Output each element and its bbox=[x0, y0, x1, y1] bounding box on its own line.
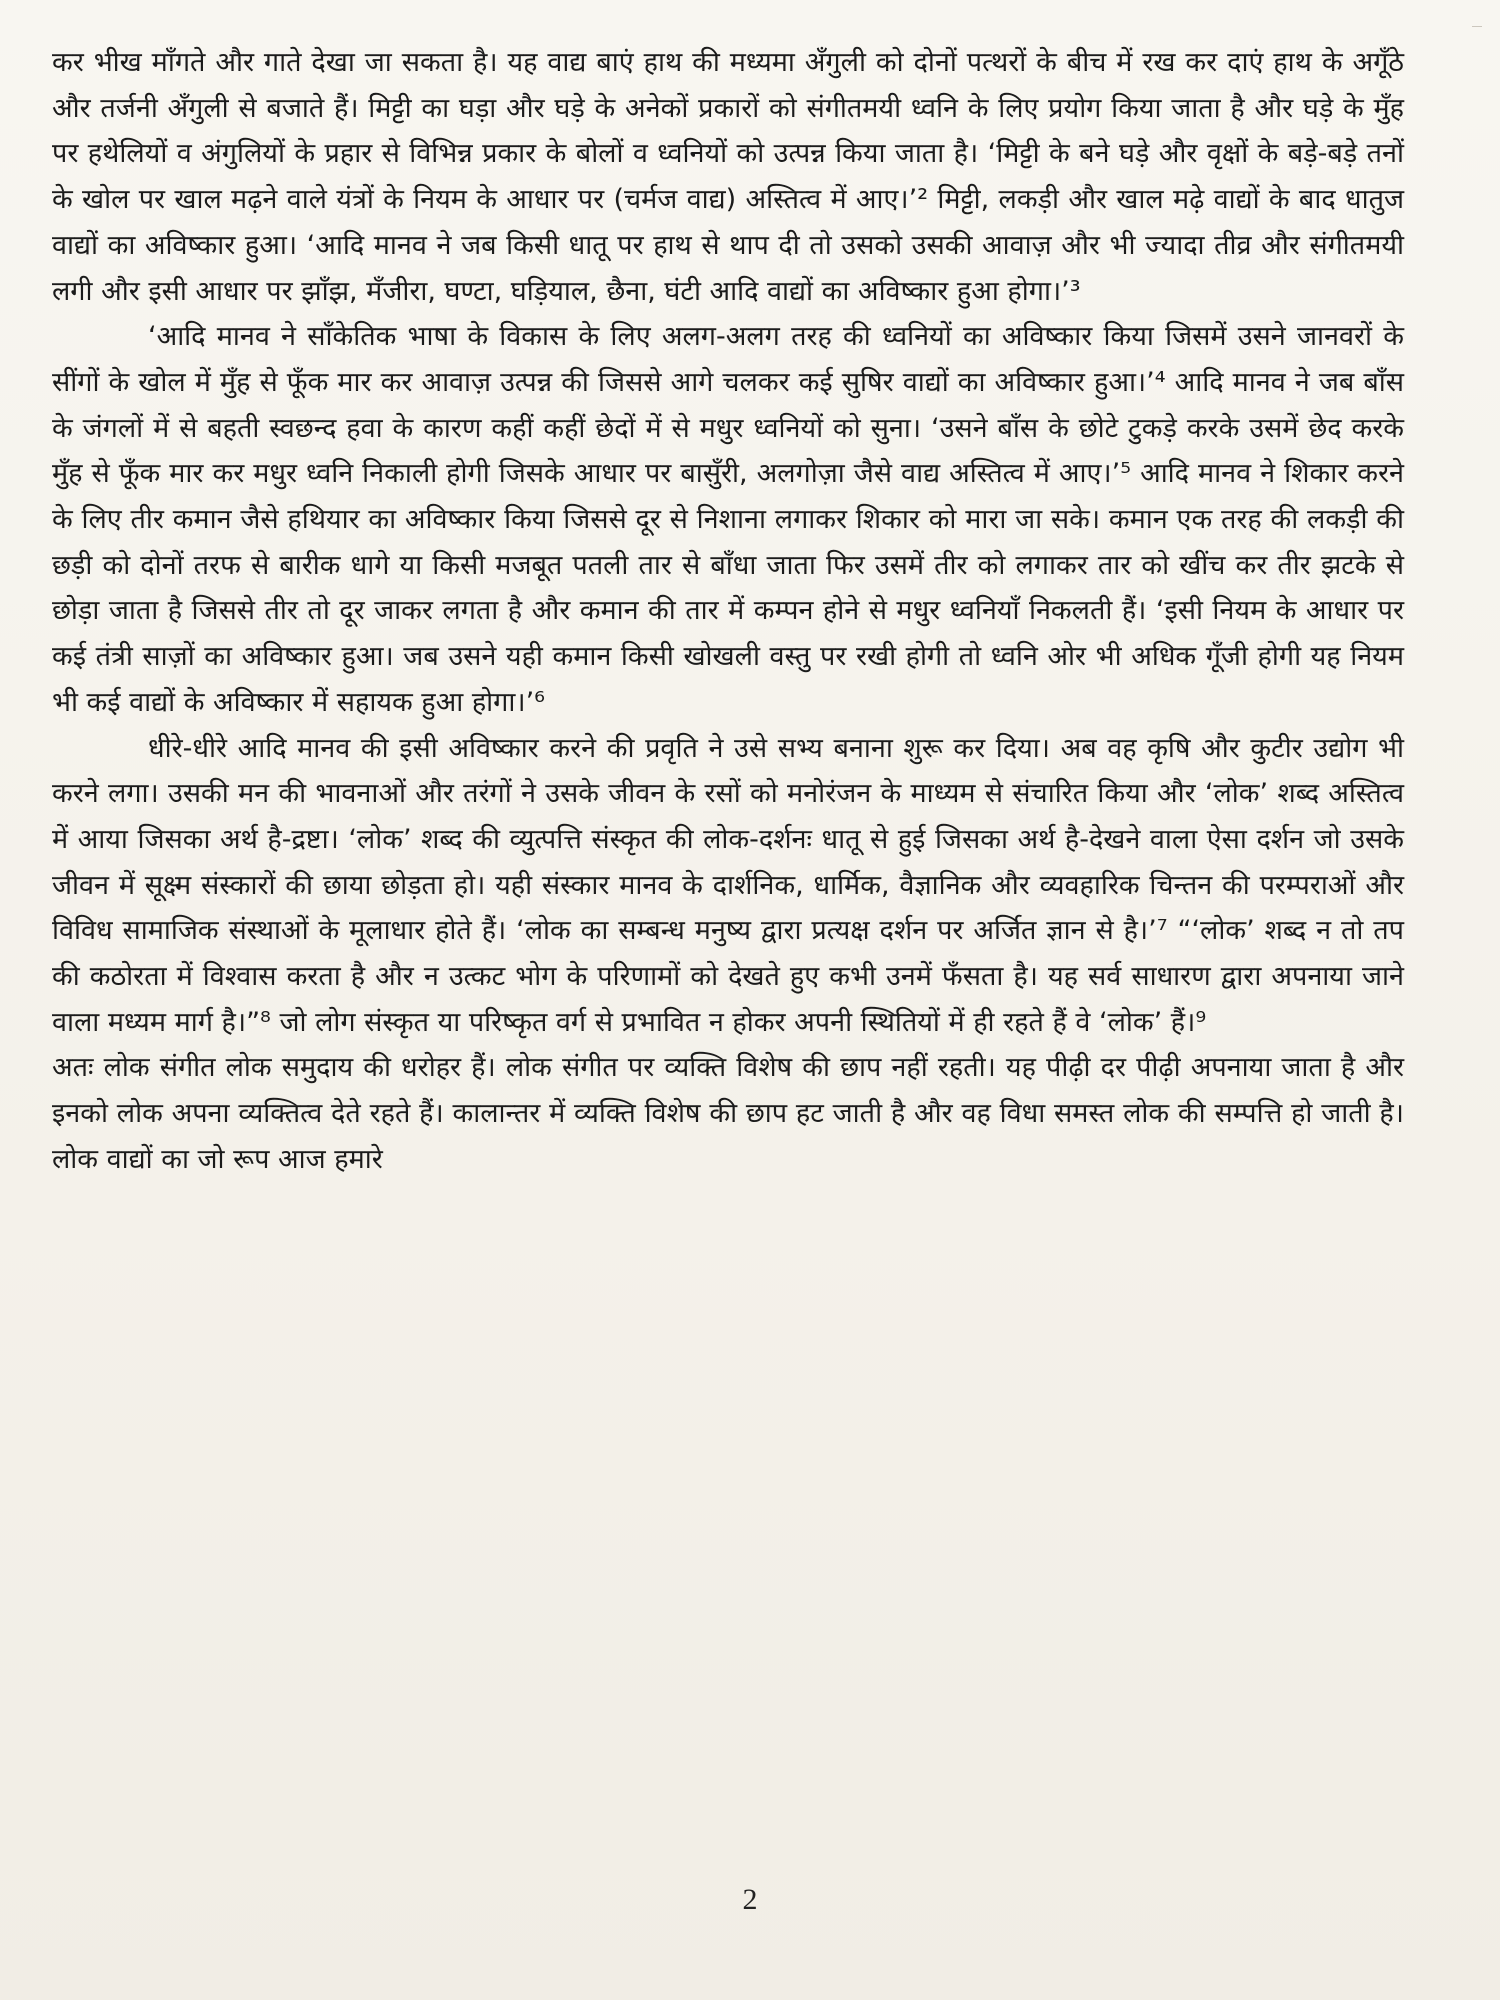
paragraph-4: अतः लोक संगीत लोक समुदाय की धरोहर हैं। लोक संगीत पर व्यक्ति विशेष की छाप नहीं रहती। यह पीढ़ी दर पीढ़ी अपनाया जाता है और इनको लोक अपना व्यक्तित्व देते रहते हैं। कालान्तर में व्यक्ति विशेष की छाप हट जाती है और वह विधा समस्त लोक की सम्पत्ति हो जाती है। लोक वाद्यों का जो रूप आज हमारे bbox=[52, 1052, 1404, 1175]
paragraph-3: धीरे-धीरे आदि मानव की इसी अविष्कार करने की प्रवृति ने उसे सभ्य बनाना शुरू कर दिया। अब वह कृषि और कुटीर उद्योग भी करने लगा। उसकी मन की भावनाओं और तरंगों ने उसके जीवन के रसों को मनोरंजन के माध्यम से संचारित किया और ‘लोक’ शब्द अस्तित्व में आया जिसका अर्थ है-द्रष्टा। ‘लोक’ शब्द की व्युत्पत्ति संस्कृत की लोक-दर्शनः धातू से हुई जिसका अर्थ है-देखने वाला ऐसा दर्शन जो उसके जीवन में सूक्ष्म संस्कारों की छाया छोड़ता हो। यही संस्कार मानव के दार्शनिक, धार्मिक, वैज्ञानिक और व्यवहारिक चिन्तन की परम्पराओं और विविध सामाजिक संस्थाओं के मूलाधार होते हैं। ‘लोक का सम्बन्ध मनुष्य द्वारा प्रत्यक्ष दर्शन पर अर्जित ज्ञान से है।’⁷ “‘लोक’ शब्द न तो तप की कठोरता में विश्वास करता है और न उत्कट भोग के परिणामों को देखते हुए कभी उनमें फँसता है। यह सर्व साधारण द्वारा अपनाया जाने वाला मध्यम मार्ग है।”⁸ जो लोग संस्कृत या परिष्कृत वर्ग से प्रभावित न होकर अपनी स्थितियों में ही रहते हैं वे ‘लोक’ हैं।⁹ bbox=[52, 732, 1404, 1038]
page-number: 2 bbox=[742, 1883, 758, 1916]
body-text bbox=[52, 40, 1404, 1183]
paragraph-1: कर भीख माँगते और गाते देखा जा सकता है। यह वाद्य बाएं हाथ की मध्यमा अँगुली को दोनों पत्थरों के बीच में रख कर दाएं हाथ के अगूँठे और तर्जनी अँगुली से बजाते हैं। मिट्टी का घड़ा और घड़े के अनेकों प्रकारों को संगीतमयी ध्वनि के लिए प्रयोग किया जाता है और घड़े के मुँह पर हथेलियों व अंगुलियों के प्रहार से विभिन्न प्रकार के बोलों व ध्वनियों को उत्पन्न किया जाता है। ‘मिट्टी के बने घड़े और वृक्षों के बड़े-बड़े तनों के खोल पर खाल मढ़ने वाले यंत्रों के नियम के आधार पर (चर्मज वाद्य) अस्तित्व में आए।’² मिट्टी, लकड़ी और खाल मढ़े वाद्यों के बाद धातुज वाद्यों का अविष्कार हुआ। ‘आदि मानव ने जब किसी धातू पर हाथ से थाप दी तो उसको उसकी आवाज़ और भी ज्यादा तीव्र और संगीतमयी लगी और इसी आधार पर झाँझ, मँजीरा, घण्टा, घड़ियाल, छैना, घंटी आदि वाद्यों का अविष्कार हुआ होगा।’³ bbox=[52, 47, 1404, 307]
margin-mark bbox=[1472, 26, 1482, 33]
paragraph-2: ‘आदि मानव ने साँकेतिक भाषा के विकास के लिए अलग-अलग तरह की ध्वनियों का अविष्कार किया जिसमें उसने जानवरों के सींगों के खोल में मुँह से फूँक मार कर आवाज़ उत्पन्न की जिससे आगे चलकर कई सुषिर वाद्यों का अविष्कार हुआ।’⁴ आदि मानव ने जब बाँस के जंगलों में से बहती स्वछन्द हवा के कारण कहीं कहीं छेदों में से मधुर ध्वनियों को सुना। ‘उसने बाँस के छोटे टुकड़े करके उसमें छेद करके मुँह से फूँक मार कर मधुर ध्वनि निकाली होगी जिसके आधार पर बासुँरी, अलगोज़ा जैसे वाद्य अस्तित्व में आए।’⁵ आदि मानव ने शिकार करने के लिए तीर कमान जैसे हथियार का अविष्कार किया जिससे दूर से निशाना लगाकर शिकार को मारा जा सके। कमान एक तरह की लकड़ी की छड़ी को दोनों तरफ से बारीक धागे या किसी मजबूत पतली तार से बाँधा जाता फिर उसमें तीर को लगाकर तार को खींच कर तीर झटके से छोड़ा जाता है जिससे तीर तो दूर जाकर लगता है और कमान की तार में कम्पन होने से मधुर ध्वनियाँ निकलती हैं। ‘इसी नियम के आधार पर कई तंत्री साज़ों का अविष्कार हुआ। जब उसने यही कमान किसी खोखली वस्तु पर रखी होगी तो ध्वनि ओर भी अधिक गूँजी होगी यह नियम भी कई वाद्यों के अविष्कार में सहायक हुआ होगा।’⁶ bbox=[52, 321, 1404, 718]
